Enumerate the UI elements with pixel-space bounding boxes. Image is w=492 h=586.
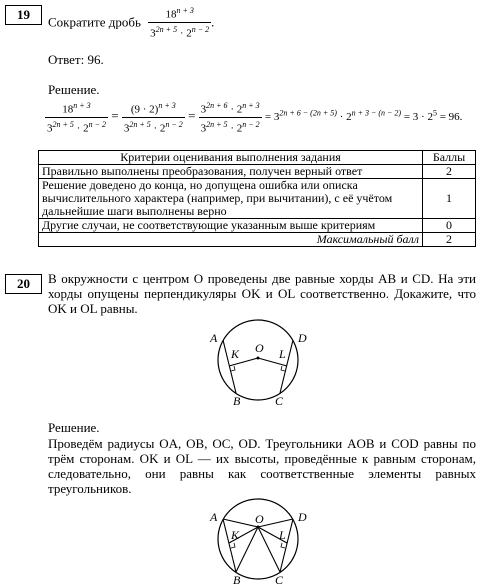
prompt-frac-denominator: $3^{2n + 5} \cdot 2^{n - 2}$: [150, 24, 210, 40]
eq-tail: = $3^{2n + 6 - (2n + 5)} \cdot 2^{n + 3 - (n - 2)} = 3 \cdot 2^5 = 96$.: [264, 108, 463, 124]
f1-num: 18: [62, 103, 74, 116]
f3-num-a-exp: 2n + 6: [206, 101, 228, 110]
task-19-number: 19: [17, 7, 30, 22]
tail-c: = 3 · 2: [403, 111, 433, 124]
criteria-row-text: Решение доведено до конца, но допущена ошибка или описка вычислительного характера (например, при вычитании), с её учётом дальнейшие шаги выполнены верно: [39, 179, 423, 219]
f1-num-exp: n + 3: [73, 101, 91, 110]
criteria-row-score: 0: [423, 219, 476, 233]
label-a: A: [210, 331, 218, 345]
task-19-prompt: Сократите дробь $\frac{18^{n + 3}}{3^{2n + 5} \cdot 2^{n - 2}}$ .: [48, 6, 215, 40]
eq-fraction-1: [45, 99, 108, 135]
label-l: L: [279, 528, 286, 542]
f2-num-exp: n + 3: [158, 101, 176, 110]
label-a: A: [210, 510, 218, 524]
eq-f3-den: $3^{2n + 5} \cdot 2^{n - 2}$: [200, 119, 260, 135]
label-o: O: [255, 512, 264, 526]
criteria-max-score: 2: [423, 233, 476, 247]
criteria-max-label: Максимальный балл: [39, 233, 423, 247]
criteria-row-text: Другие случаи, не соответствующие указанным выше критериям: [39, 219, 423, 233]
tail-b: 2: [346, 111, 352, 124]
label-c: C: [275, 394, 284, 408]
task-19-equation: $\frac{18^{n + 3}}{3^{2n + 5} \cdot 2^{n - 2}}$ = $\frac{(9 \cdot 2)^{n + 3}}{3^{2n + 5} \cdot 2^{n - 2}}$ = $\frac{3^{2n + 6} \cdot 2^{n + 3}}{3^{2n + 5} \cdot 2^{n - 2}}$ = $3^{2n + 6 - (2n + 5)} \cdot 2^{n + 3 - (n - 2)} = 3 \cdot 2^5 = 96$.: [47, 101, 463, 135]
tail-a: 3: [273, 111, 280, 124]
figure-1: [200, 318, 320, 408]
criteria-header-row: [39, 151, 476, 165]
eq-fraction-2: [122, 99, 185, 135]
figure-2: [200, 497, 320, 586]
task-20-number: 20: [17, 276, 30, 291]
eq-f1-den: $3^{2n + 5} \cdot 2^{n - 2}$: [47, 119, 106, 135]
tail-c-exp: 5: [432, 108, 437, 118]
f3-num-a: 3: [200, 103, 207, 116]
criteria-row: [39, 179, 476, 219]
radius-ob: [236, 527, 258, 572]
f1-den-b: 2: [83, 122, 89, 135]
label-d: D: [298, 331, 307, 345]
f3-num-b: 2: [236, 103, 243, 116]
f1-den-a: 3: [47, 122, 53, 135]
criteria-header-score: Баллы: [423, 151, 476, 165]
task-20-statement: В окружности с центром O проведены две равные хорды AB и CD. На эти хорды опущены перпендикуляры OK и OL соответственно. Докажите, что OK и OL равны.: [48, 271, 476, 316]
criteria-row: [39, 165, 476, 179]
f2-num: (9 · 2): [130, 103, 159, 116]
criteria-row-score: 1: [423, 179, 476, 219]
task-20-solution: Проведём радиусы OA, OB, OC, OD. Треугольники AOB и COD равны по трём сторонам. OK и OL — их высоты, проведённые к равным сторонам, следовательно, они равны как соответственные элементы равных треугольников.: [48, 436, 476, 496]
task-19-number-box: [5, 5, 42, 25]
f1-den-a-exp: 2n + 5: [52, 119, 74, 129]
criteria-row-text: Правильно выполнены преобразования, получен верный ответ: [39, 165, 423, 179]
label-b: B: [233, 394, 241, 408]
prompt-fraction: [148, 4, 211, 40]
label-l: L: [279, 347, 286, 361]
criteria-row: [39, 219, 476, 233]
f1-den-b-exp: n − 2: [88, 119, 106, 129]
num: 18: [165, 8, 177, 21]
label-k: K: [231, 347, 240, 361]
eq-f2-num: [122, 99, 185, 118]
task-20-number-box: [5, 274, 42, 294]
f3-num-b-exp: n + 3: [242, 101, 260, 110]
label-k: K: [231, 528, 240, 542]
circle: [218, 320, 298, 400]
eq-f1-num: [45, 99, 108, 118]
prompt-text: Сократите дробь: [48, 14, 141, 30]
criteria-header: Критерии оценивания выполнения задания: [39, 151, 423, 165]
tail-a-exp: 2n + 6 − (2n + 5): [279, 108, 337, 118]
label-o: O: [255, 341, 264, 355]
radius-oa: [223, 519, 258, 527]
criteria-table: [38, 150, 476, 247]
num-exp: n + 3: [176, 6, 194, 15]
radius-oc: [258, 527, 280, 572]
circle: [218, 499, 298, 579]
task-19-answer: Ответ: 96.: [48, 52, 104, 67]
criteria-row-score: 2: [423, 165, 476, 179]
label-c: C: [275, 573, 284, 586]
chord-cd: [280, 519, 293, 572]
eq-f2-den: $3^{2n + 5} \cdot 2^{n - 2}$: [123, 119, 183, 135]
tail-d: = 96.: [439, 111, 463, 124]
tail-b-exp: n + 3 − (n − 2): [351, 108, 402, 118]
task-20-solution-label: Решение.: [48, 420, 100, 435]
label-b: B: [233, 573, 241, 586]
chord-ab: [223, 519, 236, 572]
criteria-max-row: [39, 233, 476, 247]
label-d: D: [298, 510, 307, 524]
task-19-solution-label: Решение.: [48, 82, 100, 97]
eq-f3-num: $3^{2n + 6} \cdot 2^{n + 3}$: [200, 101, 260, 116]
prompt-frac-numerator: [148, 4, 211, 23]
eq-fraction-3: [199, 99, 262, 135]
